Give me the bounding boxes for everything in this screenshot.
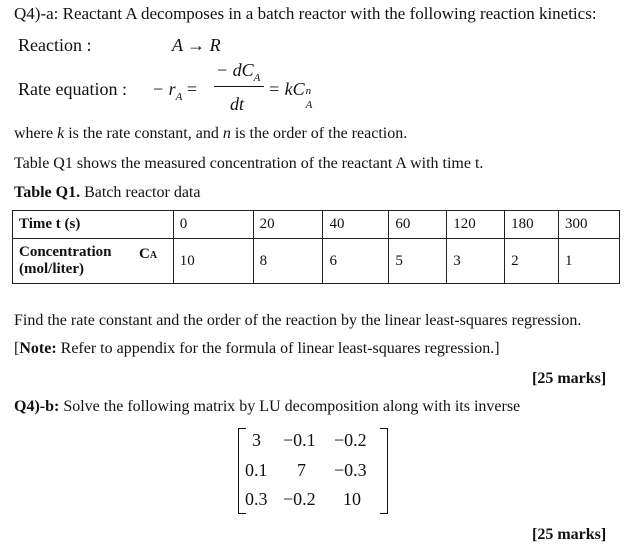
matrix-cell-3-1: 0.3 bbox=[245, 489, 268, 509]
conc-symbol bbox=[139, 246, 157, 263]
table-caption bbox=[14, 184, 200, 202]
time-cell-6: 180 bbox=[505, 211, 559, 239]
conc-cell-2: 8 bbox=[253, 239, 323, 284]
conc-symbol-sub: A bbox=[149, 250, 158, 261]
time-cell-5: 120 bbox=[447, 211, 505, 239]
rate-numerator-sub: A bbox=[253, 72, 261, 84]
rate-equation-label: Rate equation : bbox=[18, 79, 127, 99]
concentration-header bbox=[13, 239, 174, 284]
note-bold: Note: bbox=[19, 340, 57, 357]
matrix-cell-2-2: 7 bbox=[297, 460, 306, 480]
note-rest: Refer to appendix for the formula of linear least-squares regression.] bbox=[56, 340, 500, 357]
rate-rhs-text: = kC bbox=[268, 79, 305, 99]
rate-numerator bbox=[216, 60, 261, 84]
reaction-equation: A → R bbox=[172, 35, 221, 55]
where-k: k bbox=[57, 125, 65, 142]
matrix-cell-2-3: −0.3 bbox=[334, 460, 367, 480]
where-text-3: is the order of the reaction. bbox=[230, 125, 408, 142]
q4b-label: Q4)-b: bbox=[14, 398, 60, 415]
rate-eq-sign: = bbox=[186, 79, 198, 99]
rate-minus-r: − r bbox=[152, 79, 176, 99]
table-row-concentration bbox=[13, 239, 620, 284]
matrix-right-bracket bbox=[380, 428, 388, 514]
q4b-text: Solve the following matrix by LU decomposition along with its inverse bbox=[63, 398, 521, 415]
find-text: Find the rate constant and the order of the reaction by the linear least-squares regression. bbox=[14, 312, 582, 329]
time-header: Time t (s) bbox=[13, 211, 174, 239]
conc-cell-5: 3 bbox=[447, 239, 505, 284]
where-text-2: is the rate constant, and bbox=[64, 125, 223, 142]
conc-cell-7: 1 bbox=[559, 239, 620, 284]
rate-rhs-sup: n bbox=[305, 85, 312, 97]
conc-cell-6: 2 bbox=[505, 239, 559, 284]
where-n: n bbox=[222, 125, 231, 142]
fraction-bar bbox=[214, 86, 264, 87]
time-cell-7: 300 bbox=[559, 211, 620, 239]
note-open: [ bbox=[14, 340, 20, 357]
rate-rhs bbox=[268, 79, 315, 111]
conc-symbol-c: C bbox=[139, 246, 150, 262]
q4a-label: Q4)-a: bbox=[14, 4, 59, 23]
rate-sub-a: A bbox=[175, 91, 183, 103]
matrix-cell-3-3: 10 bbox=[343, 489, 361, 509]
table-intro: Table Q1 shows the measured concentration of the reactant A with time t. bbox=[14, 155, 484, 172]
rate-denominator: dt bbox=[230, 94, 245, 114]
where-line bbox=[14, 125, 407, 143]
time-cell-4: 60 bbox=[389, 211, 447, 239]
rate-lhs bbox=[152, 79, 198, 103]
conc-cell-3: 6 bbox=[323, 239, 389, 284]
time-cell-1: 0 bbox=[173, 211, 253, 239]
conc-header-line2: (mol/liter) bbox=[19, 261, 84, 277]
q4a-intro-line bbox=[14, 4, 597, 24]
matrix-cell-2-1: 0.1 bbox=[245, 460, 268, 480]
batch-reactor-table bbox=[12, 210, 620, 284]
conc-header-line1: Concentration bbox=[19, 244, 112, 260]
table-row-time bbox=[13, 211, 620, 239]
where-text-1: where bbox=[14, 125, 58, 142]
time-cell-2: 20 bbox=[253, 211, 323, 239]
q4b-line bbox=[14, 398, 520, 416]
time-cell-3: 40 bbox=[323, 211, 389, 239]
matrix-cell-1-1: 3 bbox=[252, 430, 261, 450]
table-caption-rest: Batch reactor data bbox=[80, 184, 201, 201]
matrix-cell-1-2: −0.1 bbox=[283, 430, 316, 450]
conc-cell-1: 10 bbox=[173, 239, 253, 284]
rate-numerator-text: − dC bbox=[216, 60, 254, 80]
table-caption-bold: Table Q1. bbox=[14, 184, 81, 201]
conc-cell-4: 5 bbox=[389, 239, 447, 284]
q4a-marks: [25 marks] bbox=[532, 370, 607, 387]
q4a-intro: Reactant A decomposes in a batch reactor with the following reaction kinetics: bbox=[62, 4, 597, 23]
note-line bbox=[14, 340, 500, 358]
matrix-cell-3-2: −0.2 bbox=[283, 489, 316, 509]
matrix-cell-1-3: −0.2 bbox=[334, 430, 367, 450]
rate-rhs-sub: A bbox=[305, 99, 313, 111]
reaction-label: Reaction : bbox=[18, 35, 92, 55]
q4b-marks: [25 marks] bbox=[532, 526, 607, 543]
